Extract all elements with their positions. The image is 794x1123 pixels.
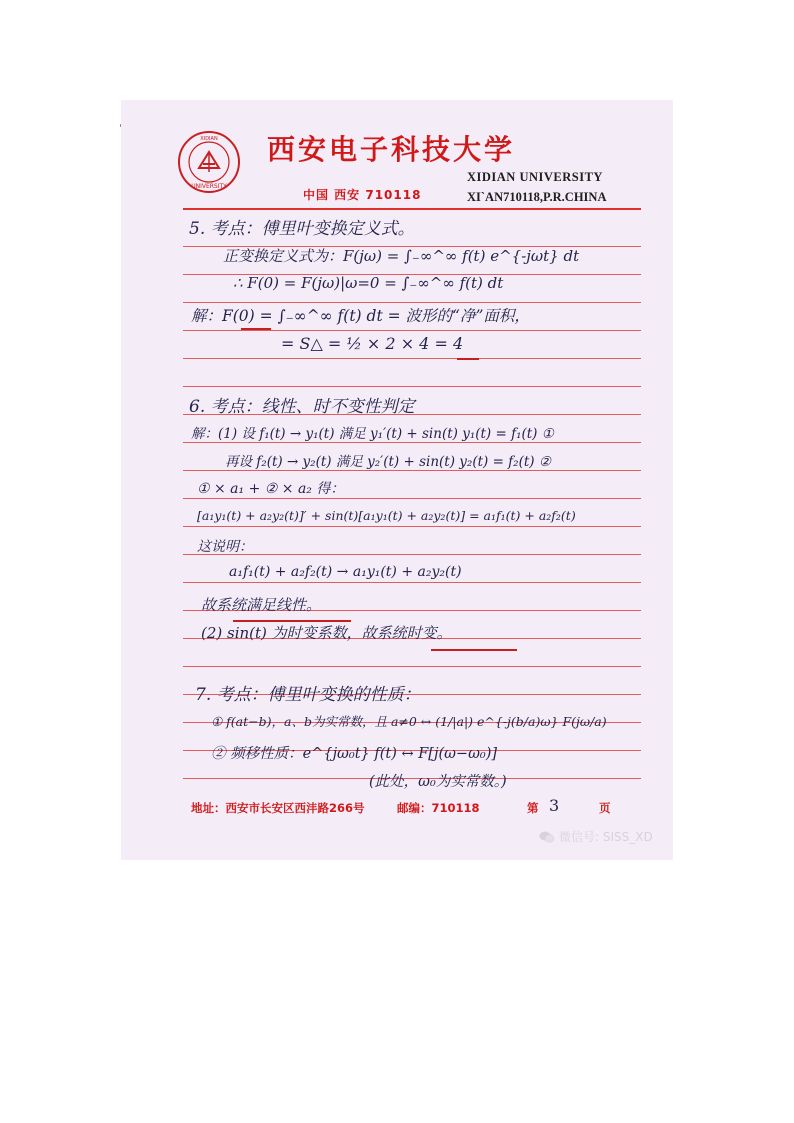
- address-cn: 中国 西安 710118: [303, 188, 422, 202]
- q6-topic: 6. 考点：线性、时不变性判定: [189, 397, 415, 417]
- university-name: 西安电子科技大学: [267, 133, 516, 166]
- address-en: XI`AN710118,P.R.CHINA: [467, 190, 607, 204]
- ruled-line: [183, 442, 641, 443]
- q5-f0: ∴ F(0) = F(jω)|ω=0 = ∫₋∞^∞ f(t) dt: [233, 274, 504, 292]
- svg-text:XIDIAN: XIDIAN: [200, 136, 218, 142]
- underline: [431, 649, 517, 651]
- wechat-icon: [539, 830, 555, 844]
- ruled-line: [183, 358, 641, 359]
- ruled-line: [183, 666, 641, 667]
- underline: [457, 358, 479, 360]
- q6-mapping: a₁f₁(t) + a₂f₂(t) → a₁y₁(t) + a₂y₂(t): [229, 564, 462, 580]
- q7-note: (此处，ω₀为实常数。): [369, 774, 507, 790]
- ruled-line: [183, 582, 641, 583]
- q5-solution: 解：F(0) = ∫₋∞^∞ f(t) dt = 波形的“净”面积，: [191, 307, 530, 325]
- q6-explain: 这说明：: [197, 539, 253, 555]
- q5-definition: 正变换定义式为：F(jω) = ∫₋∞^∞ f(t) e^{-jωt} dt: [223, 247, 580, 265]
- ruled-line: [183, 386, 641, 387]
- q7-frequency-shift: ② 频移性质：e^{jω₀t} f(t) ↔ F[j(ω−ω₀)]: [211, 746, 498, 762]
- q5-result: = S△ = ½ × 2 × 4 = 4: [281, 334, 464, 353]
- svg-text:UNIVERSITY: UNIVERSITY: [191, 183, 227, 190]
- q7-scaling-shift: ① f(at−b)，a、b为实常数，且 a≠0 ↔ (1/|a|) e^{-j(b/a)ω} F(jω/a): [211, 714, 607, 729]
- ruled-line: [183, 302, 641, 303]
- q6-assume-1: 解：(1) 设 f₁(t) → y₁(t) 满足 y₁′(t) + sin(t) y₁(t) = f₁(t) ①: [191, 426, 554, 442]
- letterhead-page: [121, 100, 673, 860]
- ruled-line: [183, 470, 641, 471]
- q6-timevarying-conclusion: (2) sin(t) 为时变系数，故系统时变。: [201, 624, 452, 642]
- underline: [241, 328, 271, 330]
- watermark: [539, 828, 653, 845]
- q7-topic: 7. 考点：傅里叶变换的性质：: [195, 685, 421, 705]
- footer-page-label: 第: [527, 801, 539, 815]
- university-seal-icon: [177, 130, 241, 194]
- ruled-line: [183, 330, 641, 331]
- university-name-en: XIDIAN UNIVERSITY: [467, 170, 603, 184]
- q6-linear-conclusion: 故系统满足线性。: [201, 596, 322, 614]
- header-divider: [183, 208, 641, 210]
- q6-combine: ① × a₁ + ② × a₂ 得：: [197, 481, 345, 497]
- q5-topic: 5. 考点：傅里叶变换定义式。: [189, 219, 415, 239]
- page-number: 3: [549, 796, 560, 815]
- footer-address: 地址：西安市长安区西沣路266号: [191, 801, 365, 815]
- q6-assume-2: 再设 f₂(t) → y₂(t) 满足 y₂′(t) + sin(t) y₂(t) = f₂(t) ②: [225, 454, 551, 470]
- footer-postcode: 邮编：710118: [397, 801, 480, 815]
- q6-sum-equation: [a₁y₁(t) + a₂y₂(t)]′ + sin(t)[a₁y₁(t) + a₂y₂(t)] = a₁f₁(t) + a₂f₂(t): [197, 508, 576, 523]
- ruled-line: [183, 526, 641, 527]
- footer-page-suffix: 页: [599, 801, 611, 815]
- ruled-line: [183, 498, 641, 499]
- watermark-text: 微信号: SISS_XD: [559, 830, 653, 844]
